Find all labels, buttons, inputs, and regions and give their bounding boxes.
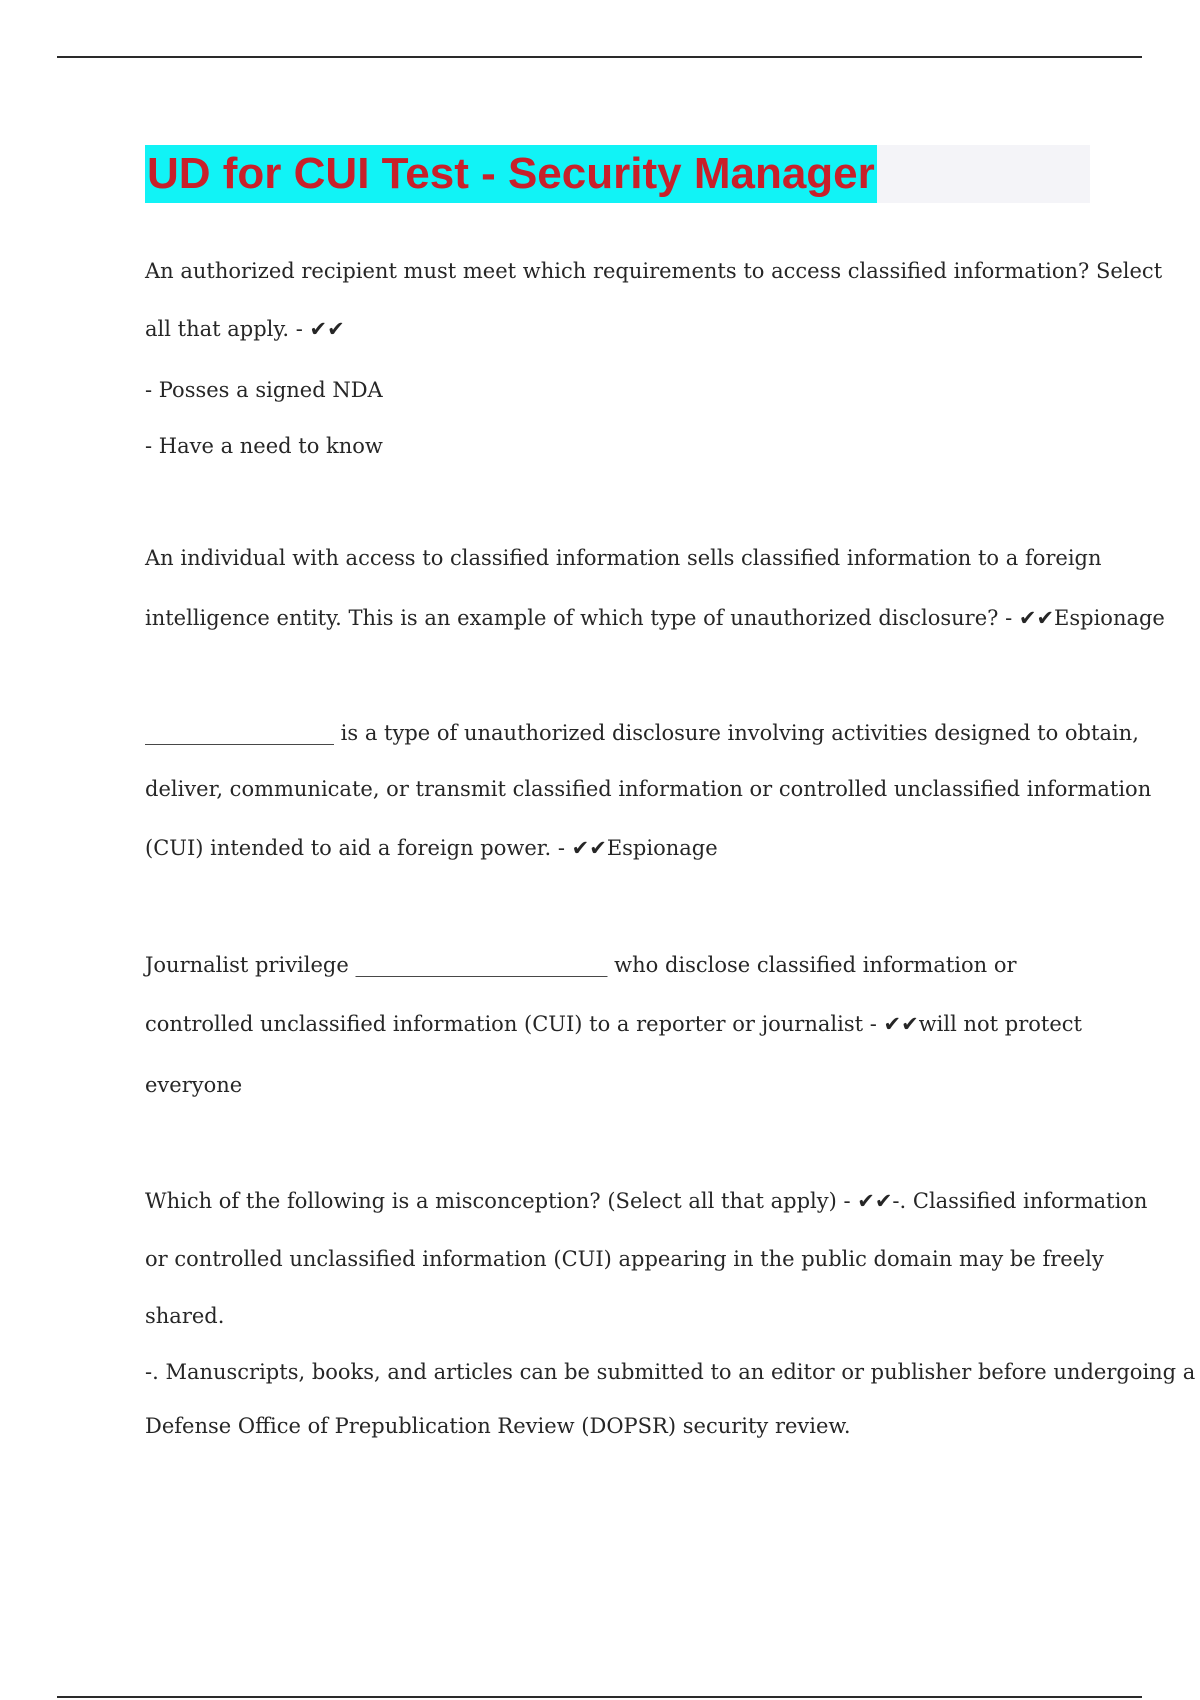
text-line: deliver, communicate, or transmit classified information or controlled unclassified information [145,777,1152,801]
header-rule [57,56,1142,58]
text-line: __________________ is a type of unauthorized disclosure involving activities designed to obtain, [145,721,1139,745]
text-line: or controlled unclassified information (CUI) appearing in the public domain may be freely [145,1247,1104,1271]
text-line: all that apply. - ✔✔ [145,317,345,341]
text-line: controlled unclassified information (CUI) to a reporter or journalist - ✔✔will not protect [145,1012,1082,1036]
text-line: intelligence entity. This is an example of which type of unauthorized disclosure? - ✔✔Espionage [145,606,1165,630]
text-line: An individual with access to classified information sells classified information to a foreign [145,546,1102,570]
text-line: Defense Office of Prepublication Review (DOPSR) security review. [145,1414,851,1438]
text-line: everyone [145,1073,243,1097]
footer-rule [57,1696,1142,1698]
text-line: Which of the following is a misconception? (Select all that apply) - ✔✔-. Classified information [145,1189,1148,1213]
text-line: (CUI) intended to aid a foreign power. - ✔✔Espionage [145,836,718,860]
text-line: - Have a need to know [145,434,383,458]
text-line: -. Manuscripts, books, and articles can be submitted to an editor or publisher before undergoing a [145,1360,1196,1384]
text-line: shared. [145,1304,225,1328]
text-line: An authorized recipient must meet which requirements to access classified information? Select [145,259,1163,283]
text-line: - Posses a signed NDA [145,378,383,402]
document-title: UD for CUI Test - Security Manager [145,145,877,203]
text-line: Journalist privilege ________________________ who disclose classified information or [145,953,1017,977]
